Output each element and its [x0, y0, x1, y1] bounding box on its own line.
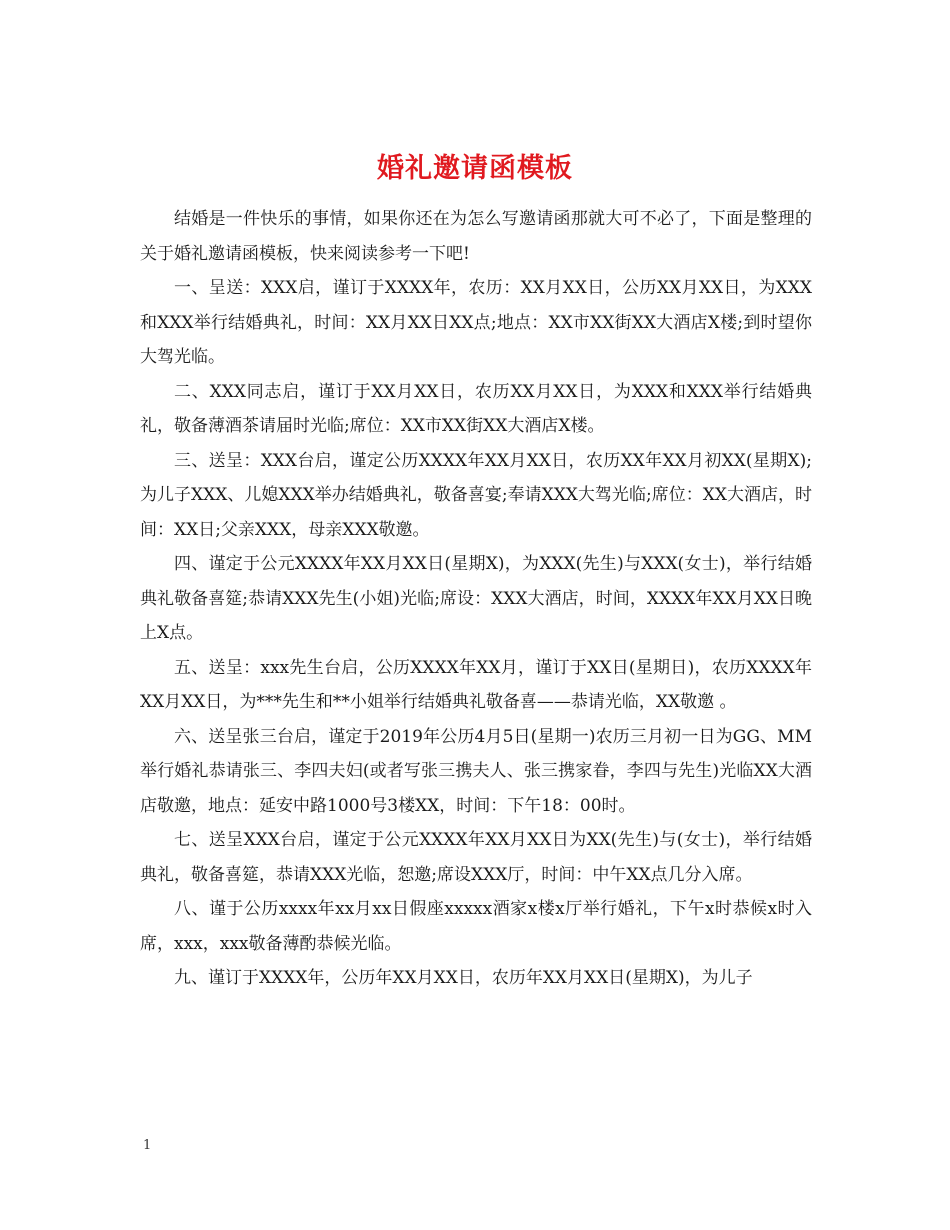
document-title: 婚礼邀请函模板 — [377, 153, 573, 185]
template-paragraph-3: 三、送呈：XXX台启，谨定公历XXXX年XX月XX日，农历XX年XX月初XX(星期X);为儿子XXX、儿媳XXX举办结婚典礼，敬备喜宴;奉请XXX大驾光临;席位：XX大酒店，时间：XX日;父亲XXX，母亲XXX敬邀。 — [140, 450, 812, 540]
template-paragraph-1: 一、呈送：XXX启，谨订于XXXX年，农历：XX月XX日，公历XX月XX日，为XXX和XXX举行结婚典礼，时间：XX月XX日XX点;地点：XX市XX街XX大酒店X楼;到时望你大驾光临。 — [140, 278, 812, 367]
page-number: 1 — [143, 1138, 152, 1153]
intro-paragraph: 结婚是一件快乐的事情，如果你还在为怎么写邀请函那就大可不必了，下面是整理的关于婚礼邀请函模板，快来阅读参考一下吧! — [140, 209, 812, 264]
document-body — [140, 202, 812, 996]
template-paragraph-4: 四、谨定于公元XXXX年XX月XX日(星期X)，为XXX(先生)与XXX(女士)，举行结婚典礼敬备喜筵;恭请XXX先生(小姐)光临;席设：XXX大酒店，时间，XXXX年XX月XX日晚上X点。 — [140, 554, 812, 643]
template-paragraph-9: 九、谨订于XXXX年，公历年XX月XX日，农历年XX月XX日(星期X)，为儿子 — [174, 968, 753, 988]
template-paragraph-6: 六、送呈张三台启，谨定于2019年公历4月5日(星期一)农历三月初一日为GG、MM举行婚礼恭请张三、李四夫妇(或者写张三携夫人、张三携家眷，李四与先生)光临XX大酒店敬邀，地点：延安中路1000号3楼XX，时间：下午18：00时。 — [140, 726, 812, 816]
template-paragraph-7: 七、送呈XXX台启，谨定于公元XXXX年XX月XX日为XX(先生)与(女士)，举行结婚典礼，敬备喜筵，恭请XXX光临，恕邀;席设XXX厅，时间：中午XX点几分入席。 — [140, 830, 812, 885]
template-paragraph-8: 八、谨于公历xxxx年xx月xx日假座xxxxx酒家x楼x厅举行婚礼，下午x时恭候x时入席，xxx，xxx敬备薄酌恭候光临。 — [140, 899, 812, 954]
template-paragraph-2: 二、XXX同志启，谨订于XX月XX日，农历XX月XX日，为XXX和XXX举行结婚典礼，敬备薄酒茶请届时光临;席位：XX市XX街XX大酒店X楼。 — [140, 381, 812, 436]
template-paragraph-5: 五、送呈：xxx先生台启，公历XXXX年XX月，谨订于XX日(星期日)，农历XXXX年XX月XX日，为***先生和**小姐举行结婚典礼敬备喜——恭请光临，XX敬邀 。 — [140, 657, 812, 712]
